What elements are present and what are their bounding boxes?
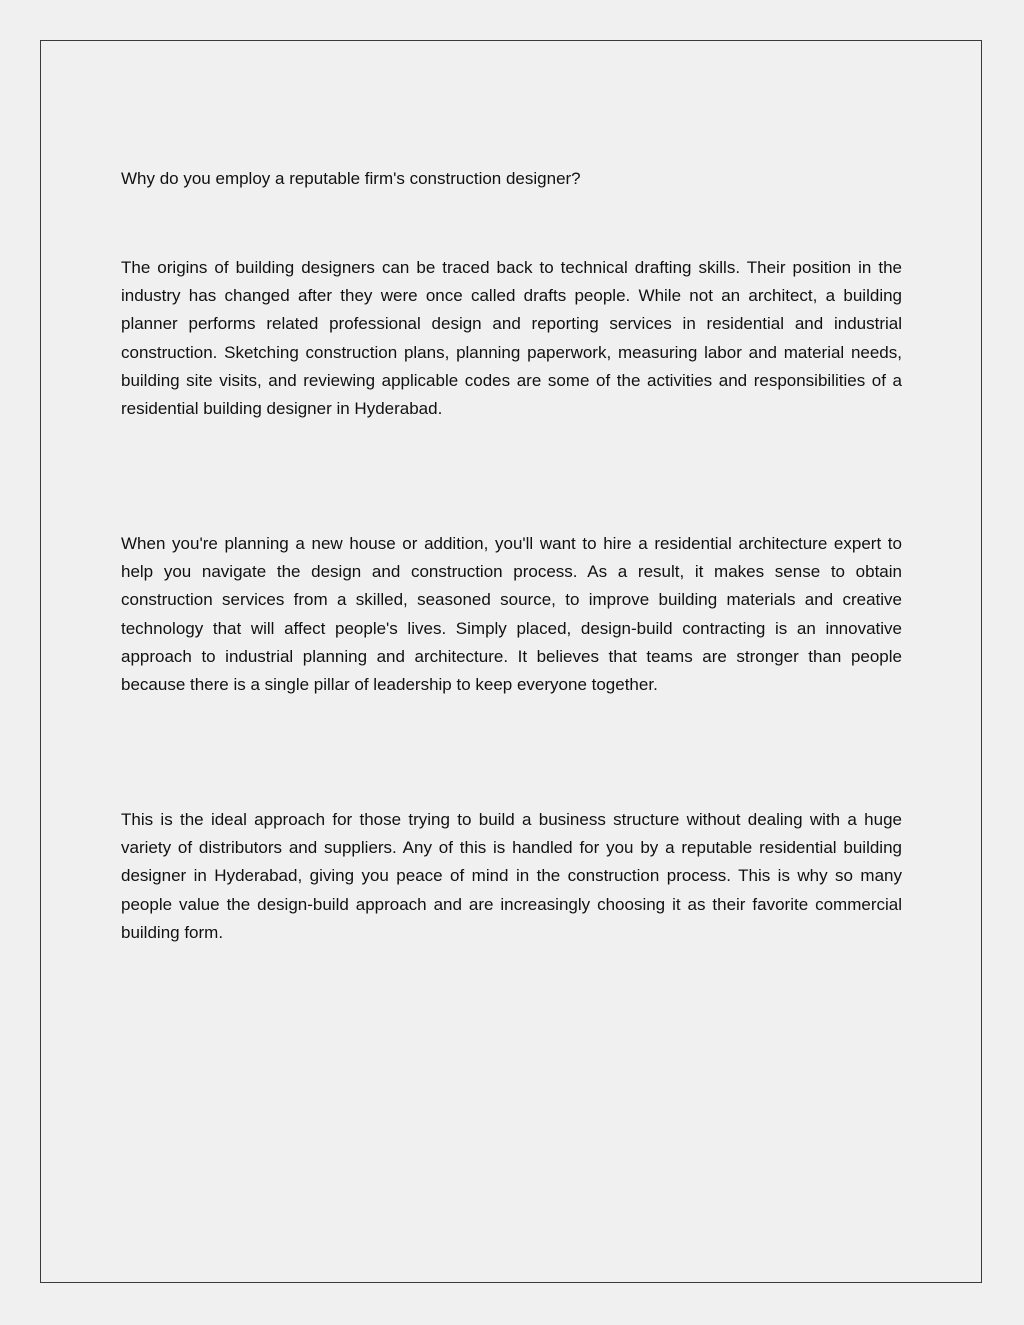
paragraph-origins: The origins of building designers can be traced back to technical drafting skills. Their position in the industry has changed after they were once called drafts people. While not an architect, a building planner performs related professional design and reporting services in residential and industrial construction. Sketching construction plans, planning paperwork, measuring labor and material needs, building site visits, and reviewing applicable codes are some of the activities and responsibilities of a residential building designer in Hyderabad. bbox=[121, 258, 902, 419]
document-heading: Why do you employ a reputable firm's construction designer? bbox=[121, 169, 581, 188]
paragraph-planning: When you're planning a new house or addition, you'll want to hire a residential architecture expert to help you navigate the design and construction process. As a result, it makes sense to obtain construction services from a skilled, seasoned source, to improve building materials and creative technology that will affect people's lives. Simply placed, design-build contracting is an innovative approach to industrial planning and architecture. It believes that teams are stronger than people because there is a single pillar of leadership to keep everyone together. bbox=[121, 534, 902, 695]
paragraph-approach: This is the ideal approach for those trying to build a business structure without dealing with a huge variety of distributors and suppliers. Any of this is handled for you by a reputable residential building designer in Hyderabad, giving you peace of mind in the construction process. This is why so many people value the design-build approach and are increasingly choosing it as their favorite commercial building form. bbox=[121, 810, 902, 942]
